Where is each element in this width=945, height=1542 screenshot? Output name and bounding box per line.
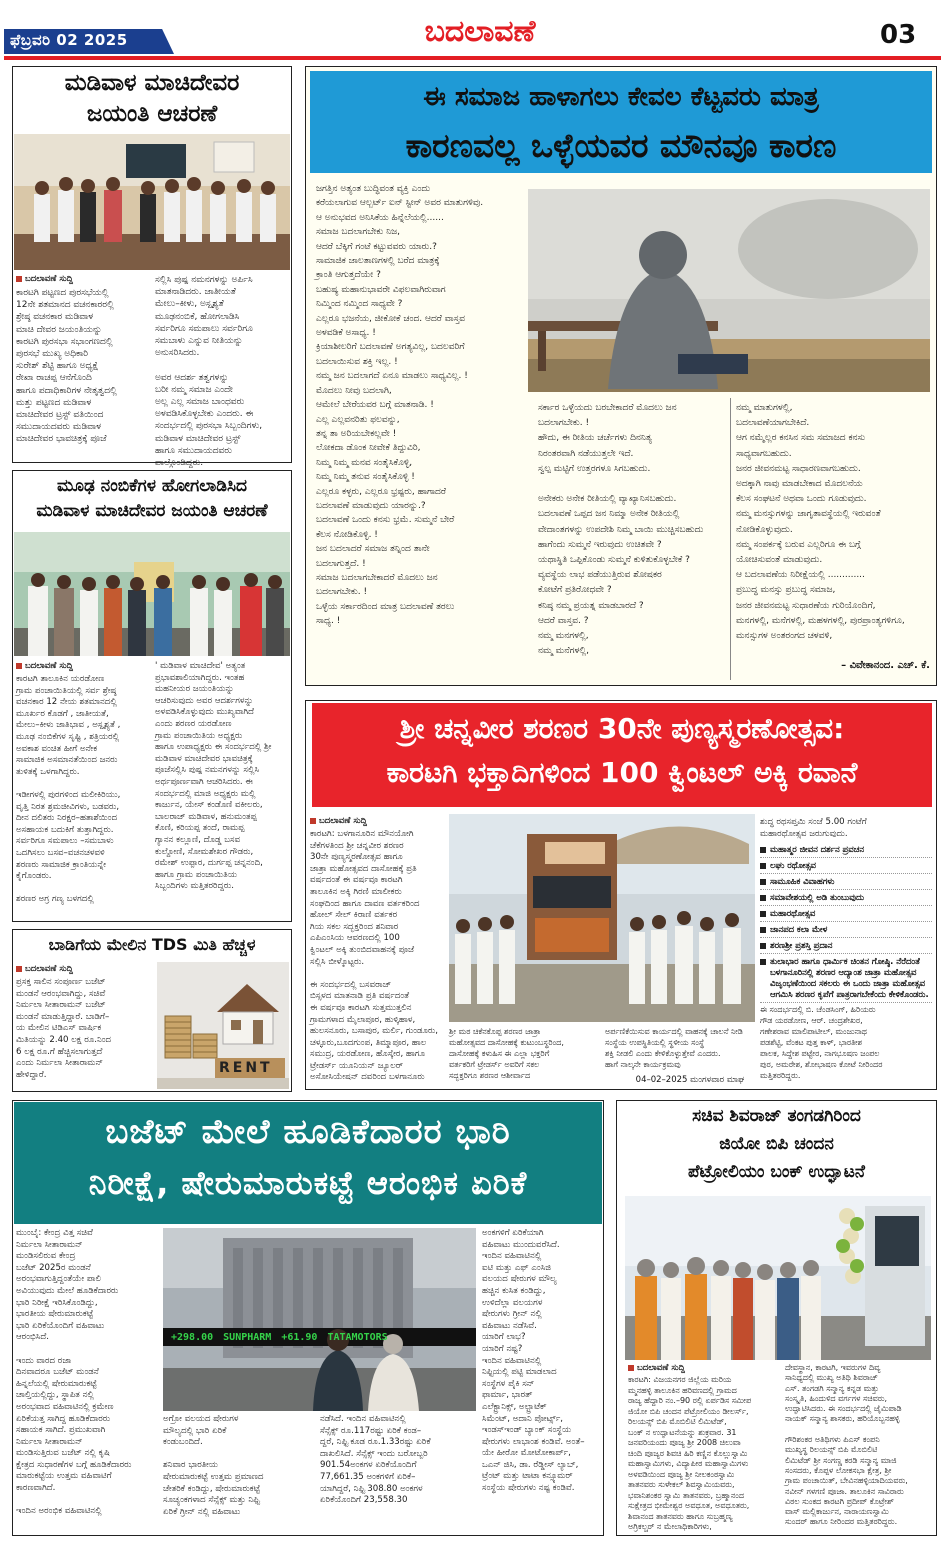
petrol-bunk-inauguration-photo [625, 1196, 931, 1360]
event-bullet: ಮಹಾರಥೋತ್ಸವ [760, 906, 932, 922]
rent-house-image [157, 962, 289, 1089]
tds-body: ಪ್ರಸಕ್ತ ಸಾಲಿನ ಸಂಪೂರ್ಣ ಬಜೆಟ್ ಮಂಡನೆ ಆರಂಭವಾಗಿದ್ದು, ಸಚಿವೆ ನಿರ್ಮಲಾ ಸೀತಾರಾಮನ್ ಬಜೆಟ್ ಮಂಡನೆ ಮಾಡುತ್ತಿದ್ದಾರೆ. ಬಾಡಿಗೆ– ಯ ಮೇಲಿನ ಟಿಡಿಎಸ್ ವಾರ್ಷಿಕ ಮಿತಿಯನ್ನು 2.40 ಲಕ್ಷ ರೂ.ನಿಂದ 6 ಲಕ್ಷ ರೂ.ಗೆ ಹೆಚ್ಚಿಸಲಾಗುತ್ತದೆ ಎಂದು ನಿರ್ಮಲಾ ಸೀತಾರಾಮನ್ ಹೇಳಿದ್ದಾರೆ. [16, 977, 112, 1080]
rice-col3-intro: ಶುದ್ಧ ರಥಸಪ್ತಮಿ ಸಂಜೆ 5.00 ಗಂಟೆಗೆ ಮಹಾರಥೋತ್ಸವ ಜರುಗುವುದು. [760, 817, 867, 839]
petrol-headline-2: ಜಿಯೋ ಬಿಪಿ ಚಂದನ [719, 1134, 834, 1154]
budget-body-col4: ಅಂಕಗಳಿಗೆ ಏರಿಕೆಯಾಗಿ ವಹಿವಾಟು ಮುಂದುವರೆಸಿದೆ. ಇಂದಿನ ವಹಿವಾಟಿನಲ್ಲಿ ಐಟಿ ಮತ್ತು ಎಫ್ ಎಂಸಿಜಿ ವಲಯದ ಷೇರುಗಳ ಮೌಲ್ಯ ಹಚ್ಚಿನ ಕುಸಿತ ಕಂಡಿದ್ದು, ಉಳಿದೆಲ್ಲಾ ವಲಯಗಳ ಷೇರುಗಳು ಗ್ರೀನ್ ನಲ್ಲಿ ವಹಿವಾಟು ನಡೆಸಿವೆ. ಯಾರಿಗೆ ಲಾಭ? ಯಾರಿಗೆ ನಷ್ಟ? ಇಂದಿನ ವಹಿವಾಟಿನಲ್ಲಿ ನಿಫ್ಟಿಯಲ್ಲಿ ಪಟ್ಟಿ ಮಾಡಲಾದ ಸಂಸ್ಥೆಗಳ ಪೈಕಿ ಸನ್ ಫಾರ್ಮಾ, ಭಾರತ್ ಎಲೆಕ್ಟ್ರಾನಿಕ್ಸ್, ಅಲ್ಟ್ರಾಟೆಕ್ ಸಿಮೆಂಟ್, ಅದಾನಿ ಪೋರ್ಟ್ಸ್, ಇಂಡಸ್ಇಂಡ್ ಬ್ಯಾಂಕ್ ಸಂಸ್ಥೆಯ ಷೇರುಗಳು ಲಾಭಾಂಶ ಕಂಡಿವೆ. ಅಂತೆ– ಯೇ ಹೀರೋ ಮೋಟೋಕಾರ್ಪ್, ಒಎನ್ ಜಿಸಿ, ಡಾ. ರೆಡ್ಡೀಸ್ ಲ್ಯಾಬ್, ಟ್ರೆಂಟ್ ಮತ್ತು ಟಾಟಾ ಕನ್ಸ್ಯೂಮರ್ ಸಂಸ್ಥೆಯ ಷೇರುಗಳು ನಷ್ಟ ಕಂಡಿವೆ. [482, 1228, 585, 1494]
event-bullet: ಮಹಾತ್ಮರ ಜೀವನ ದರ್ಶನ ಪ್ರವಚನ [760, 842, 932, 858]
jayanti-byline: ಬದಲಾವಣೆ ಸುದ್ದಿ [16, 274, 73, 284]
event-bullet: ಸಾಮೂಹಿಕ ವಿವಾಹಗಳು [760, 874, 932, 890]
jayanti-body-col2: ಸಲ್ಲಿಸಿ ಪುಷ್ಪ ನಮನಗಳನ್ನು ಅರ್ಪಿಸಿ ಮಾತನಾಡಿದರು. ಜಾತೀಯತೆ ಮೇಲು–ಕೀಳು, ಅಸ್ಪೃಶ್ಯತೆ ಮೂಢನಂಬಿಕೆ, ಹೋಗಲಾಡಿಸಿ ಸರ್ವರಿಗೂ ಸಮಪಾಲು ಸರ್ವರಿಗೂ ಸಮಬಾಳು ಎನ್ನುವ ನೀತಿಯನ್ನು ಅನುಸರಿಸಿದರು. ಅವರ ಆದರ್ಶ ತತ್ವಗಳನ್ನು ಬರೀ ನಮ್ಮ ಸಮಾಜ ಎಂದೇ ಅಲ್ಲ ಎಲ್ಲ ಸಮಾಜ ಬಾಂಧವರು ಅಳವಡಿಸಿಕೊಳ್ಳಬೇಕು ಎಂದರು. ಈ ಸಂದರ್ಭದಲ್ಲಿ ಪುರಸಭಾ ಸಿಬ್ಬಂದಿಗಳು, ಮಡಿವಾಳ ಮಾಚಿದೇವರ ಟ್ರಸ್ಟ್ ಹಾಗೂ ಸಮುದಾಯದವರು ಪಾಲ್ಗೊಂಡಿದ್ದರು. [155, 275, 263, 469]
rice-col3-outro: ಈ ಸಂದರ್ಭದಲ್ಲಿ ಬಿ. ಚೆಂಡಸಿಂಗ್, ಹಿರಿಯರು ಗೌಡ ಯರಡೋಣ, ಆರ್. ಚಂದ್ರಶೇಖರ, ಗಣೇಶರಾವ ಮಾಲಿಪಾಟೀಲ್, ಮಂಜುನಾಥ ಪಡಶೆಟ್ಟಿ, ವೆಂಕಟ ಪುತ್ತ ಕಾಳ್, ಭಾರತೀಶ ಪಾಲಕ, ಸಿದ್ದೇಶ ಪಟ್ಟೇರ, ನಾಗಭೂಷಣ ಜಂಪಲ ಪುರ, ಅಮರೇಶ, ಶೋಭಾಷಣ ಕೋಟೆ ನೀರಿಂದರ ಮತ್ತಿತರರಿದ್ದರು. [760, 1005, 883, 1080]
event-bullet: ಲಘು ರಥೋತ್ಸವ [760, 858, 932, 874]
event-bullet: ತುಲಾಭಾರ ಹಾಗೂ ಧಾರ್ಮಿಕ ಚಿಂತನ ಗೋಷ್ಠಿ. ನೆರೆದಂತೆ ಬಳಗಾನೂರಿನಲ್ಲಿ ಶರಣರ ಆದ್ಯಾಂಶ ಜಾತ್ರಾ ಮಹೋತ್ಸವ ವಿಜೃಂಭಣೆಯಿಂದ ಸಕಲರು ಈ ಒಂದು ಜಾತ್ರಾ ಮಹೋತ್ಸವ ಆಗಮಿಸಿ ಶರಣರ ಕೃಪೆಗೆ ಪಾತ್ರರಾಗಬೇಕೆಂದು ಕೇಳಿಕೊಂಡರು. [760, 954, 932, 1003]
society-author: – ವಿವೇಕಾನಂದ. ಎಚ್. ಕೆ. [841, 660, 930, 671]
moodha-body-col2: ' ಮಡಿವಾಳ ಮಾಚಿದೇವ' ಅತ್ಯಂತ ಪ್ರಭಾವಶಾಲಿಯಾಗಿದ್ದರು. ಇಂತಹ ಮಹನೀಯರ ಜಯಂತಿಯನ್ನು ಆಚರಿಸುವುದು ಅವರ ಆದರ್ಶಗಳನ್ನು ಅಳವಡಿಸಿಕೊಳ್ಳುವುದು ಮುಖ್ಯವಾಗಿದೆ ಎಂದು ಶರಣರ ಯರಡೋಣ ಗ್ರಾಮ ಪಂಚಾಯಿತಿಯ ಅಧ್ಯಕ್ಷರು ಹಾಗೂ ಉಪಾಧ್ಯಕ್ಷರು ಈ ಸಂದರ್ಭದಲ್ಲಿ ಶ್ರೀ ಮಡಿವಾಳ ಮಾಚಿದೇವರ ಭಾವಚಿತ್ರಕ್ಕೆ ಪೂಜೆಸಲ್ಲಿಸಿ ಪುಷ್ಪ ನಮನಗಳನ್ನು ಸಲ್ಲಿಸಿ ಅರ್ಥಪೂರ್ಣವಾಗಿ ಆಚರಿಸಿದರು. ಈ ಸಂದರ್ಭದಲ್ಲಿ ಮಾಜಿ ಅಧ್ಯಕ್ಷರು ಮಲ್ಲಿ ಕಾರ್ಜುನ, ಯೇಸ್ ಕಂಡೊಣಿ ವಕೀಲರು, ಬಾಲರಾಜ್ ಮಡಿವಾಳ, ಹನುಮಂತಪ್ಪ ಕೊಣಿ, ಕರಿಯಪ್ಪ ತಂದೆ, ರಾಮಪ್ಪ ಗ್ಯಾನನ ಕಲ್ಲೂಣಿ, ದೊಡ್ಡ ಬಸವ ಕುಲ್ದೋಣಿ, ಸೋಮಶೇಖರ ಗೌಡರು, ರಮೇಶ್ ಉಪ್ಪಾರ, ದುರ್ಗಪ್ಪ ಚನ್ನನಂದಿ, ಹಾಗೂ ಗ್ರಾಮ ಪಂಚಾಯಿತಿಯ ಸಿಬ್ಬಂದಿಗಳು ಮತ್ತಿತರರಿದ್ದರು. [155, 661, 272, 892]
hooded-person-photo [528, 189, 930, 392]
jayanti-group-photo [14, 134, 290, 270]
rice-truck-photo [449, 814, 755, 1022]
petrol-headline-3: ಪೆಟ್ರೋಲಿಯಂ ಬಂಕ್ ಉದ್ಘಾಟನೆ [688, 1162, 865, 1182]
budget-body-col1: ಮುಂಬೈ: ಕೇಂದ್ರ ವಿತ್ತ ಸಚಿವೆ ನಿರ್ಮಲಾ ಸೀತಾರಾಮನ್ ಮಂಡಿಸಲಿರುವ ಕೇಂದ್ರ ಬಜೆಟ್ 2025ರ ಮಂಡನೆ ಅರಂಭವಾಗುತ್ತಿದ್ದಂತೆಯೇ ಪಾಲಿ ಅವಿಯುವುದು ಮೇಲೆ ಹೂಡಿಕೆದಾರರು ಭಾರಿ ನಿರೀಕ್ಷೆ ಇರಿಸಿಕೊಂಡಿದ್ದು, ಭಾರತೀಯ ಷೇರುಮಾರುಕಟ್ಟೆ ಭಾರಿ ಏರಿಕೆಯೊಂದಿಗೆ ವಹಿವಾಟು ಆರಂಭಿಸಿದೆ. ಇಂದು ವಾರದ ರಜಾ ದಿನವಾದರೂ ಬಜೆಟ್ ಮಂಡನೆ ಹಿನ್ನಲೆಯಲ್ಲಿ ಷೇರುಮಾರುಕಟ್ಟೆ ಚಾಲ್ತಿಯಲ್ಲಿದ್ದು, ಸ್ಥಾಪಿತ ನಲ್ಲಿ ಅರಂಭವಾದ ವಹಿವಾಟಿನಲ್ಲಿ ಕ್ರಮೇಣ ಏರಿಕೆಯತ್ತ ಸಾಗಿದ್ದ ಹೂಡಿಕೆದಾರರು ಸಹಾಯಕ ಸಾಗಿದೆ. ಪ್ರಮುಖವಾಗಿ ನಿರ್ಮಲಾ ಸೀತಾರಾಮನ್ ಮಂಡಿಸುತ್ತಿರುವ ಬಜೆಟ್ ನಲ್ಲಿ ಕೃಷಿ ಕ್ಷೇತ್ರದ ಸುಧಾರಣೆಗಳ ಬಗ್ಗೆ ಹೂಡಿಕೆದಾರರು ಮಾರುಕಟ್ಟೆಯ ಉತ್ತಮ ವಹಿವಾಟಿಗೆ ಕಾರಣವಾಗಿದೆ. ಇಂದಿನ ಅರಂಭಿಕ ವಹಿವಾಟಿನಲ್ಲಿ [16, 1228, 132, 1517]
moodha-headline-2: ಮಡಿವಾಳ ಮಾಚಿದೇವರ ಜಯಂತಿ ಆಚರಣೆ [36, 501, 268, 521]
budget-body-col2: ಅಗ್ರೋ ವಲಯದ ಷೇರುಗಳ ಮೌಲ್ಯದಲ್ಲಿ ಭಾರಿ ಏರಿಕೆ ಕಂಡುಬಂದಿದೆ. ಶನಿವಾರ ಭಾರತೀಯ ಷೇರುಮಾರುಕಟ್ಟೆ ಉತ್ತಮ ಪ್ರಮಾಣದ ಚೇತರಿಕೆ ಕಂಡಿದ್ದು, ಷೇರುಮಾರುಕಟ್ಟೆ ಸೂಚ್ಯಂಕಗಳಾದ ಸೆನ್ಸೆಕ್ಸ್ ಮತ್ತು ನಿಫ್ಟಿ ಏರಿಕೆ ಗ್ರೀನ್ ನಲ್ಲಿ ವಹಿವಾಟು [163, 1414, 264, 1517]
page-number: 03 [880, 20, 917, 50]
moodha-body-col1: ಕಾರಟಗಿ ತಾಲೂಕಿನ ಯರಡೋಣ ಗ್ರಾಮ ಪಂಚಾಯಿತಿಯಲ್ಲಿ ಸರ್ವ ಶ್ರೇಷ್ಠ ವಚನಕಾರ 12 ನೇಯ ಶತಮಾನದಲ್ಲಿ ಮೂರ್ಖರ ಕೊಡಗೆ , ಜಾತೀಯತೆ, ಮೇಲು–ಕೀಳು ಜಾತಿಭಾವ , ಅಸ್ಪೃಶ್ಯತೆ , ಮೂಢ ನಂಬಿಕೆಗಳ ಸೃಷ್ಟಿ , ಶತ್ರಿಯರಲ್ಲಿ ಅವಕಾಶ ವಂಚಿತ ಹೀಗೆ ಅನೇಕ ಸಾಮಾಜಿಕ ಅಸಮಾನತೆಯಿಂದ ಜನರು ತುಳಿತಕ್ಕೆ ಒಳಗಾಗಿದ್ದರು. ಇಡೀಗಳಲ್ಲಿ ಪುರಗಳಿಂದ ಮಲೀಕಿರಿಯು, ವೃತ್ತಿ ನಿರತ ಶ್ರಮಜೀವಿಗಳು, ಬಡವರು, ದೀನ ದಲಿತರು ನಿರಕ್ಷರ–ಹತಾಶೆಯಿಂದ ಅಸಹಾಯಕ ಬದುಕಿಗೆ ತುತ್ತಾಗಿದ್ದರು. ಸರ್ವರಿಗೂ ಸಮಪಾಲು –ಸಮಬಾಳು ಒದಗಿಸಲು ಬಸವ–ವಚನಚಳವಳಿ ಶರಣರು ಸಾಮಾಜಿಕ ಕ್ರಾಂತಿಯನ್ನೇ ಕೈಗೊಂಡರು. ಶರಣರ ಅಗ್ರ ಗಣ್ಯ ಬಳಗದಲ್ಲಿ [16, 674, 121, 905]
issue-date: ಫೆಬ್ರವರಿ 02 2025 [10, 31, 128, 49]
society-body-col3: ನಮ್ಮ ಮಾತುಗಳಲ್ಲಿ, ಬದಲಾವಣೆಯಾಗಬೇಕಿದೆ. ಆಗ ನಮ್ಮೆಲ್ಲರ ಕನಸಿನ ಸಮ ಸಮಾಜದ ಕನಸು ಸಾಧ್ಯವಾಗಬಹುದು. ಜನರ ಜೀವನಮಟ್ಟ ಸಾಧಾರಣವಾಗಬಹುದು. ಅದಕ್ಕಾಗಿ ನಾವು ಮಾಡಬೇಕಾದ ಮೊದಲನೆಯ ಕೆಲಸ ಸಂಘಟನೆ ಅಥವಾ ಒಂದು ಗೂಡುವುದು. ನಮ್ಮ ಮನಸ್ಸುಗಳನ್ನು ಜಾಗೃತಾವಸ್ಥೆಯಲ್ಲಿ ಇರುವಂತೆ ನೋಡಿಕೊಳ್ಳುವುದು. ನಮ್ಮ ಸಂಪರ್ಕಕ್ಕೆ ಬರುವ ಎಲ್ಲರಿಗೂ ಈ ಬಗ್ಗೆ ಯೋಚಿಸುವಂತೆ ಮಾಡುವುದು. ಆ ಬದಲಾವಣೆಯ ನಿರೀಕ್ಷೆಯಲ್ಲಿ ............. ಪ್ರಬುದ್ಧ ಮನಸ್ಸು ಪ್ರಬುದ್ಧ ಸಮಾಜ, ಜನರ ಜೀವನಮಟ್ಟ ಸುಧಾರಣೆಯ ಗುರಿಯೊಂದಿಗೆ, ಮನಗಳಲ್ಲಿ, ಮನೆಗಳಲ್ಲಿ, ಮಹಳಗಳಲ್ಲಿ, ಪುರಪ್ರಾಂತ್ಯಗಳಿಗೂ, ಮನಸ್ಸುಗಳ ಅಂತರಂಗದ ಚಳವಳಿ, [736, 403, 905, 642]
tds-byline: ಬದಲಾವಣೆ ಸುದ್ದಿ [16, 964, 73, 974]
society-headline-1: ಈ ಸಮಾಜ ಹಾಳಾಗಲು ಕೇವಲ ಕೆಟ್ಟವರು ಮಾತ್ರ [423, 82, 819, 112]
moodha-group-photo [14, 532, 290, 656]
ticker-symbol: SUNPHARM [223, 1331, 272, 1343]
ticker-strip [163, 1328, 476, 1346]
jayanti-body-col1: ಕಾರಟಗಿ ಪಟ್ಟಣದ ಪುರಸಭೆಯಲ್ಲಿ 12ನೇ ಶತಮಾನದ ವಚನಕಾರರಲ್ಲಿ ಶ್ರೇಷ್ಠ ವಚನಕಾರ ಮಡಿವಾಳ ಮಾಚಿ ದೇವರ ಜಯಂತಿಯನ್ನು ಕಾರಟಗಿ ಪುರಸಭಾ ಸಭಾಂಗಣದಲ್ಲಿ ಪುರಸಭೆ ಮುಖ್ಯ ಅಧಿಕಾರಿ ಸುರೇಶ್ ಶೆಟ್ಟಿ ಹಾಗೂ ಅಧ್ಯಕ್ಷೆ ರೇಖಾ ರಾಚಪ್ಪ ಆನೆಗೊಂದಿ ಹಾಗೂ ಪದಾಧಿಕಾರಿಗಳ ನೇತೃತ್ವದಲ್ಲಿ ಮತ್ತು ಪಟ್ಟಣದ ಮಡಿವಾಳ ಮಾಚಿದೇವರ ಟ್ರಸ್ಟ್ ವತಿಯಿಂದ ಸಮುದಾಯದವರು ಮಡಿವಾಳ ಮಾಚಿದೇವರ ಭಾವಚಿತ್ರಕ್ಕೆ ಪೂಜೆ [16, 288, 117, 445]
masthead-rule [4, 56, 941, 60]
jayanti-headline-2: ಜಯಂತಿ ಆಚರಣೆ [86, 101, 218, 127]
event-bullet: ಜಾನಪದ ಕಲಾ ಮೇಳ [760, 922, 932, 938]
event-bullet: ಸಮಾವೇಶಯಲ್ಲಿ ಅಡಿ ತುಂಬುವುದು [760, 890, 932, 906]
petrol-headline-1: ಸಚಿವ ಶಿವರಾಜ್ ತಂಗಡಗಿರಿಂದ [692, 1106, 861, 1126]
moodha-headline-1: ಮೂಢ ನಂಬಿಕೆಗಳ ಹೋಗಲಾಡಿಸಿದ [57, 476, 247, 496]
ticker-value: +298.00 [171, 1331, 214, 1343]
rent-blocks-label: RENT [219, 1060, 273, 1076]
budget-headline-1: ಬಜೆಟ್ ಮೇಲೆ ಹೂಡಿಕೆದಾರರ ಭಾರಿ [105, 1112, 511, 1152]
budget-headline-2: ನಿರೀಕ್ಷೆ, ಷೇರುಮಾರುಕಟ್ಟೆ ಆರಂಭಿಕ ಏರಿಕೆ [88, 1164, 528, 1202]
masthead-title: ಬದಲಾವಣೆ [424, 14, 536, 49]
tds-headline: ಬಾಡಿಗೆಯ ಮೇಲಿನ TDS ಮಿತಿ ಹೆಚ್ಚಳ [48, 935, 256, 954]
ticker-symbol: TATAMOTORS [327, 1331, 388, 1343]
society-headline-2: ಕಾರಣವಲ್ಲ ಒಳ್ಳೆಯವರ ಮೌನವೂ ಕಾರಣ [405, 126, 837, 165]
rice-headline-2: ಕಾರಟಗಿ ಭಕ್ತಾದಿಗಳಿಂದ 100 ಕ್ವಿಂಟಲ್ ಅಕ್ಕಿ ರವಾನೆ [386, 756, 858, 789]
event-bullet: ಶರಣಶ್ರೀ ಪ್ರಶಸ್ತಿ ಪ್ರದಾನ [760, 938, 932, 954]
rice-headline-1: ಶ್ರೀ ಚನ್ನವೀರ ಶರಣರ 30ನೇ ಪುಣ್ಯಸ್ಮರಣೋತ್ಸವ: [399, 712, 845, 745]
rice-events-list [760, 842, 932, 1003]
rice-byline: ಬದಲಾವಣೆ ಸುದ್ದಿ [310, 816, 367, 826]
society-column-rule [730, 398, 731, 680]
rice-body-col1: ಕಾರಟಗಿ: ಬಳಗಾನೂರಿನ ಮೌನಯೋಗಿ ಚೆಕೆಗಳತಿಂದ ಶ್ರೀ ಚನ್ನವೀರ ಶರಣರ 30ನೇ ಪುಣ್ಯಸ್ಮರಣೋತ್ಸವ ಹಾಗೂ ಜಾತ್ರಾ ಮಹೋತ್ಸವದ ದಾಸೋಹಕ್ಕೆ ಪ್ರತಿ ವರ್ಷದಂತೆ ಈ ವರ್ಷವೂ ಕಾರಟಗಿ ತಾಲೂಕಿನ ಅಕ್ಕಿ ಗಿರಣಿ ಮಾಲೀಕರು ಸಂಘದಿಂದ ಹಾಗೂ ದಾವಣ ವರ್ತಕರಿಂದ ಹೋಲ್ ಸೇಲ್ ಕಿರಾಣಿ ವರ್ತಕರ ಗಿಯ ಸಕಲ ಸದ್ಭಕ್ತರಿಂದ ಶನಿವಾರ ಎಪಿಎಂಸಿಯ ಆವರಣದಲ್ಲಿ 100 ಕ್ವಿಂಟಲ್ ಅಕ್ಕಿ ತುಂಬಿದವಾಹನಕ್ಕೆ ಪೂಜೆ ಸಲ್ಲಿಸಿ ಬೀಳ್ಕೊಟ್ಟರು. ಈ ಸಂದರ್ಭದಲ್ಲಿ ಬಸವರಾಜ್ ಬಿಸ್ಸಳದ ಮಾತನಾಡಿ ಪ್ರತಿ ವರ್ಷದಂತೆ ಈ ವರ್ಷವೂ ಕಾರಟಗಿ ಸುತ್ತಮುತ್ತಲಿನ ಗ್ರಾಮಗಳಾದ ಮೈಲಾಪೂರ, ಹುಳ್ಕಿಹಾಳ, ಹುಲಸನೂರು, ಬಸಾಪುರ, ಮರ್ಲಿ, ಗುಂಡೂರು, ಚಳ್ಳೂರು,ಬೂದಗುಂಪ, ತಿಮ್ಮಾಪೂರ, ಹಾಲ ಸಮುದ್ರ, ಯರಡೋಣ, ಹೊಸ್ಕೇರ, ಹಾಗೂ ಟ್ರೇಡರ್ಸ್ ಯೂನಿಯನ್ ಜ್ಯೂಲರ್ ಅಸೋಸಿಯೇಷನ್ ದವರಿಂದ ಬಳಗಾನೂರು [310, 829, 438, 1083]
stock-exchange-photo [163, 1228, 476, 1411]
budget-body-col3: ನಡೆಸಿದೆ. ಇಂದಿನ ವಹಿವಾಟಿನಲ್ಲಿ ಸೆನ್ಸೆಕ್ಸ್ ರೂ.117ರಷ್ಟು ಏರಿಕೆ ಕಂಡ– ದ್ದರೆ, ನಿಫ್ಟಿ ಕೂಡ ರೂ.1.33ರಷ್ಟು ಏರಿಕೆ ದಾಖಲಿಸಿದೆ. ಸೆನ್ಸೆಕ್ಸ್ ಇಂದು ಬರೋಬ್ಬರಿ 901.54ಅಂಕಗಳ ಏರಿಕೆಯೊಂದಿಗೆ 77,661.35 ಅಂಕಗಳಿಗೆ ಏರಿಕೆ– ಯಾಗಿದ್ದರೆ, ನಿಫ್ಟಿ 308.80 ಅಂಕಗಳ ಏರಿಕೆಯೊಂದಿಗೆ 23,558.30 [320, 1414, 431, 1506]
rice-event-date: 04–02–2025 ಮಂಗಳವಾರ ಮಾಘ [635, 1075, 745, 1085]
rice-caption-left: ಶ್ರೀ ಮಠ ಚಿಕೆನಕೊಪ್ಪ ಶರಣರ ಜಾತ್ರಾ ಮಹೋತ್ಸವದ ದಾಸೋಹಕ್ಕೆ ಕುಟುಂಬಸ್ಥರಿಂದ, ದಾಸೋಹಕ್ಕೆ ಕಳುಹಿಸ ಈ ಎಲ್ಲಾ ಭಕ್ತರಿಗೆ ವರ್ತಕರಿಗೆ ಟ್ರೇಡರ್ಸ್ ಅವರಿಗೆ ಸಕಲ ಸದ್ಭಕ್ತರಿಗೂ ಶರಣರ ಆಶೀರ್ವಾದ [449, 1027, 564, 1080]
jayanti-headline-1: ಮಡಿವಾಳ ಮಾಚಿದೇವರ [64, 70, 240, 96]
masthead-bar [0, 0, 945, 62]
rice-caption-right: ಅರ್ಪಣಿಕೆಯಿಸುವ ಕಾರ್ಯದಲ್ಲಿ ವಾಹನಕ್ಕೆ ಚಾಲನೆ ನೀಡಿ ಸಂಸ್ಥೆಯ ಉಪಸ್ಥಿತಿಯಲ್ಲಿ ಸ್ಥಳೀಯ ಸಂಸ್ಥೆ ಶಕ್ತಿ ನೀಡಲಿ ಎಂದು ಕೇಳಿಕೊಳ್ಳುತ್ತೇವೆ ಎಂದರು. ಹಾಗೆ ನಾಲ್ಕನೇ ಕಾರ್ಯಕ್ರಮವು [605, 1027, 743, 1069]
petrol-body-col2: ದೇವಸ್ಥಾನ, ಕಾರಟಗಿ, ಇವರುಗಳ ದಿವ್ಯ ಸಾನಿಧ್ಯದಲ್ಲಿ ಮುಖ್ಯ ಅತಿಥಿ ಶಿವರಾಜ್ ಎಸ್. ತಂಗಡಗಿ ಸನ್ಮಾನ್ಯ ಕನ್ನಡ ಮತ್ತು ಸಂಸ್ಕೃತಿ, ಹಿಂದುಳಿದ ವರ್ಗಗಳ ಸಚಿವರು, ಉದ್ಘಾಟಿಸಿದರು. ಈ ಸಂದರ್ಭದಲ್ಲಿ ಜೈಮಿಪಾಡಿ ನಾಯಕ್ ಸನ್ಮಾನ್ಯ ಶಾಸಕರು, ಹರಿಯೊಬ್ಬನಹಳ್ಳಿ ಗೌರಿಶಂಕರ ಅತಿಥಿಗಳು ಪಿಎಸ್ ಕಂಪನಿ ಮುಖ್ಯಸ್ಥ ರಿಲಯನ್ಸ್ ಬಿಪಿ ಮೊಬಿಲಿಟಿ ಲಿಮಿಟೆಡ್ ಶ್ರೀ ಸಂಗಣ್ಣ ಕರಡಿ ಸನ್ಮಾನ್ಯ ಮಾಜಿ ಸಂಸದರು, ಕೊಪ್ಪಳ ಲೋಕಸಭಾ ಕ್ಷೇತ್ರ, ಶ್ರೀ ಗ್ರಾಮ ಪಂಚಾಯಿತ್, ಬೇವಿನಹಳ್ಳಿಯಾದಿಯವರು, ನವೀನ್ ಗಳಗಣಿ ಪೂಜಾ. ತಾಲೂಕಿನ ಸಾವಿರಾರು ವಿಠಲ ಸುಂಕದ ಕಾರಟಗಿ ಪ್ರದೀಪ್ ಕೊಟ್ರೇಶ್ ವಾಸ್ ಮಲ್ಲಿಕಾರ್ಜುನ, ನಾರಾಯಣಸ್ವಾಮಿ ಸುಂದರ್ ಹಾಗೂ ನೀರಿಂದರ ಮತ್ತಿತರರಿದ್ದರು. [785, 1363, 908, 1527]
ticker-value: +61.90 [281, 1331, 318, 1343]
society-body-col1: ಜಗತ್ತಿನ ಅತ್ಯಂತ ಬುದ್ಧಿವಂತ ವ್ಯಕ್ತಿ ಎಂದು ಕರೆಯಲಾಗುವ ಆಲ್ಬರ್ಟ್ ಐನ್ ಸ್ಟೀನ್ ಅವರ ಮಾತುಗಳಿವು. ಆ ಅನುಭವದ ಅನಿಸಿಕೆಯ ಹಿನ್ನೆಲೆಯಲ್ಲಿ...... ಸಮಾಜ ಬದಲಾಗಬೇಕು ನಿಜ, ಆದರೆ ಬೆಕ್ಕಿಗೆ ಗಂಟೆ ಕಟ್ಟುವವರು ಯಾರು.? ಸಾಮಾಜಿಕ ಜಾಲತಾಣಗಳಲ್ಲಿ ಬರೆದ ಮಾತ್ರಕ್ಕೆ ಕ್ರಾಂತಿ ಆಗುತ್ತದೆಯೇ ? ಬಹುಷ್ಯ ಮಹಾನುಭಾವರೇ ವಿಫಲವಾಗಿರುವಾಗ ನಿಮ್ಮಿಂದ ನಮ್ಮಿಂದ ಸಾಧ್ಯವೇ ? ಎಲ್ಲರೂ ಭಜನೆಯ, ಜೀಕೋಕೆ ಚಂದ. ಆದರೆ ವಾಸ್ತವ ಅಳವಡಿಕೆ ಅಸಾಧ್ಯ. ! ಕ್ರಿಯಾಶೀಲರಿಗೆ ಬದಲಾವಣೆ ಅಗತ್ಯವಿಲ್ಲ, ಬದಲವರಿಗೆ ಬದಲಾಯಿಸುವ ಶಕ್ತಿ ಇಲ್ಲ. ! ನಮ್ಮ ಜನ ಬದಲಾಗದೆ ಏನೂ ಮಾಡಲು ಸಾಧ್ಯವಿಲ್ಲ. ! ಮೊದಲು ನೀವು ಬದಲಾಗಿ, ಆಮೇಲೆ ಬೇರೆಯವರ ಬಗ್ಗೆ ಮಾತನಾಡಿ. ! ಎಲ್ಲ ಎಲ್ಲವನರಿತು ಫಲವನ್ನು, ತನ್ನ ತಾ ಅರಿಯಬೇಕಲ್ಲವೇ ! ಲೋಕದಾ ಡೊಂಕ ನೀವೇಕೆ ತಿದ್ದುವಿರಿ, ನಿಮ್ಮ ನಿಮ್ಮ ಮನವ ಸಂತೈಸಿಕೊಳ್ಳಿ, ನಿಮ್ಮ ನಿಮ್ಮ ತನುವ ಸಂತೈಸಿಕೊಳ್ಳಿ ! ಎಲ್ಲರೂ ಕಳ್ಳರು, ಎಲ್ಲರೂ ಭ್ರಷ್ಟರು, ಹಾಗಾದರೆ ಬದಲಾವಣೆ ಮಾಡುವುದು ಯಾರನ್ನು.? ಬದಲಾವಣೆ ಒಂದು ಕನಸು ಭ್ರಮೆ. ಸುಮ್ಮನೆ ಬೇರೆ ಕೆಲಸ ನೋಡಿಕೊಳ್ಳಿ. ! ಜನ ಬದಲಾದರೆ ಸಮಾಜ ತನ್ನಿಂದ ತಾನೇ ಬದಲಾಗುತ್ತದೆ. ! ಸಮಾಜ ಬದಲಾಗಬೇಕಾದರೆ ಮೊದಲು ಜನ ಬದಲಾಗಬೇಕು. ! ಒಳ್ಳೆಯ ಸರ್ಕಾರದಿಂದ ಮಾತ್ರ ಬದಲಾವಣೆ ತರಲು ಸಾಧ್ಯ. ! [316, 184, 484, 627]
petrol-byline: ಬದಲಾವಣೆ ಸುದ್ದಿ [628, 1363, 685, 1373]
moodha-byline: ಬದಲಾವಣೆ ಸುದ್ದಿ [16, 661, 73, 671]
petrol-body-col1: ಕಾರಟಗಿ: ವಿಜಯನಗರ ಜಿಲ್ಲೆಯ ಮರಿಯ ಮ್ಮನಹಳ್ಳಿ ತಾಲೂಕಿನ ಹರಿವಣದಲ್ಲಿ ಗ್ರಾಮದ ರಾಜ್ಯ ಹೆದ್ದಾರಿ ನಂ.–90 ರಲ್ಲಿ ಏರ್ಪಡಿಸ ಸಮೀಪ ಜಿಯೋ ಬಿಪಿ ಚಂದನ ಪೆಟ್ರೋಲಿಯಂ ಡೀಲರ್ಸ್, ರಿಲಯನ್ಸ್ ಬಿಪಿ ಮೊಬಿಲಿಟಿ ಲಿಮಿಟೆಡ್, ಬಂಕ್ ನ ಉದ್ಘಾಟನೆಯನ್ನು ಶುಕ್ರವಾರ. 31 ಜನವರಿಯಂದು ಪೂಜ್ಯ ಶ್ರೀ 2008 ಚಿಲುವಾ ಚಿಂದಿ ಪೂಜ್ಯರ ಶಿವಚಿ ಹಿರಿ ಕಣ್ಣಿನ ಕೊಲ್ಲುಸ್ವಾಮಿ ಮಹಾಸ್ವಾಮಿಗಳು, ವಿದ್ಯಾಪೀಠ ಮಹಾಸ್ವಾಮಿಗಳು ಅಳವಡಿಯಿಂದ ಪೂಜ್ಯ ಶ್ರೀ ನೀಲಕಂಠಸ್ವಾಮಿ ತಾತನವರು ಸುಳೇಕಲ್ ಶಿವಸ್ವಾಮಿಯವರು, ಭವಾನಿಶಂಕರ ಸ್ವಾಮಿ ತಾತನವರು, ಬ್ರಹ್ಮಾನಂದ ಸುಕ್ಷೇತ್ರದ ಭೀಮೇಶ್ವರ ಅವಧೂತ, ಅವಧೂತರು, ಶಿವಾನಂದ ತಾತನವರು ಹಾಗೂ ಸುಬ್ರಹ್ಮಣ್ಯ ಅಗ್ರಿಕಲ್ಚರ್ ನ ಮೇಲಾಧಿಕಾರಿಗಳು, [628, 1375, 752, 1531]
society-body-col2: ಸರ್ಕಾರ ಒಳ್ಳೆಯದು ಬರಬೇಕಾದರೆ ಮೊದಲು ಜನ ಬದಲಾಗಬೇಕು. ! ಹೌದು, ಈ ರೀತಿಯ ಚರ್ಚೆಗಳು ದಿನನಿತ್ಯ ನಿರಂತರವಾಗಿ ನಡೆಯುತ್ತಲೇ ಇದೆ. ಸ್ವಲ್ಪ ಮಟ್ಟಿಗೆ ಉತ್ತರಗಳೂ ಸಿಗಬಹುದು. ಅನೇಕರು ಅನೇಕ ರೀತಿಯಲ್ಲಿ ವ್ಯಾಖ್ಯಾನಿಸಬಹುದು. ಬದಲಾವಣೆ ಒಪ್ಪದ ಜನ ನಿಮ್ಮಾ ಅನೇಕ ರೀತಿಯಲ್ಲಿ ವೇದಾಂತಗಳನ್ನು ಉಪದೇಶಿ ನಿಮ್ಮ ಬಾಯಿ ಮುಚ್ಚಿಸಬಹುದು ಹಾಗೆಂದು ಸುಮ್ಮನೆ ಇರುವುದು ಉಚಿತವೇ ? ಯಥಾಸ್ಥಿತಿ ಒಪ್ಪಿಕೊಂಡು ಸುಮ್ಮನೆ ಕುಳಿತುಕೊಳ್ಳಬೇಕೆ ? ವ್ಯವಸ್ಥೆಯ ಲಾಭ ಪಡೆಯುತ್ತಿರುವ ಶೋಷಕರ ಕೋಟೆಗೆ ಪ್ರತಿರೋಧವೇ ? ಕನಿಷ್ಠ ನಮ್ಮ ಪ್ರಯತ್ನ ಮಾಡಬಾರದೆ ? ಆದರೆ ವಾಸ್ತವ. ? ನಮ್ಮ ಮನಗಳಲ್ಲಿ, ನಮ್ಮ ಮನೆಗಳಲ್ಲಿ, [538, 403, 704, 657]
